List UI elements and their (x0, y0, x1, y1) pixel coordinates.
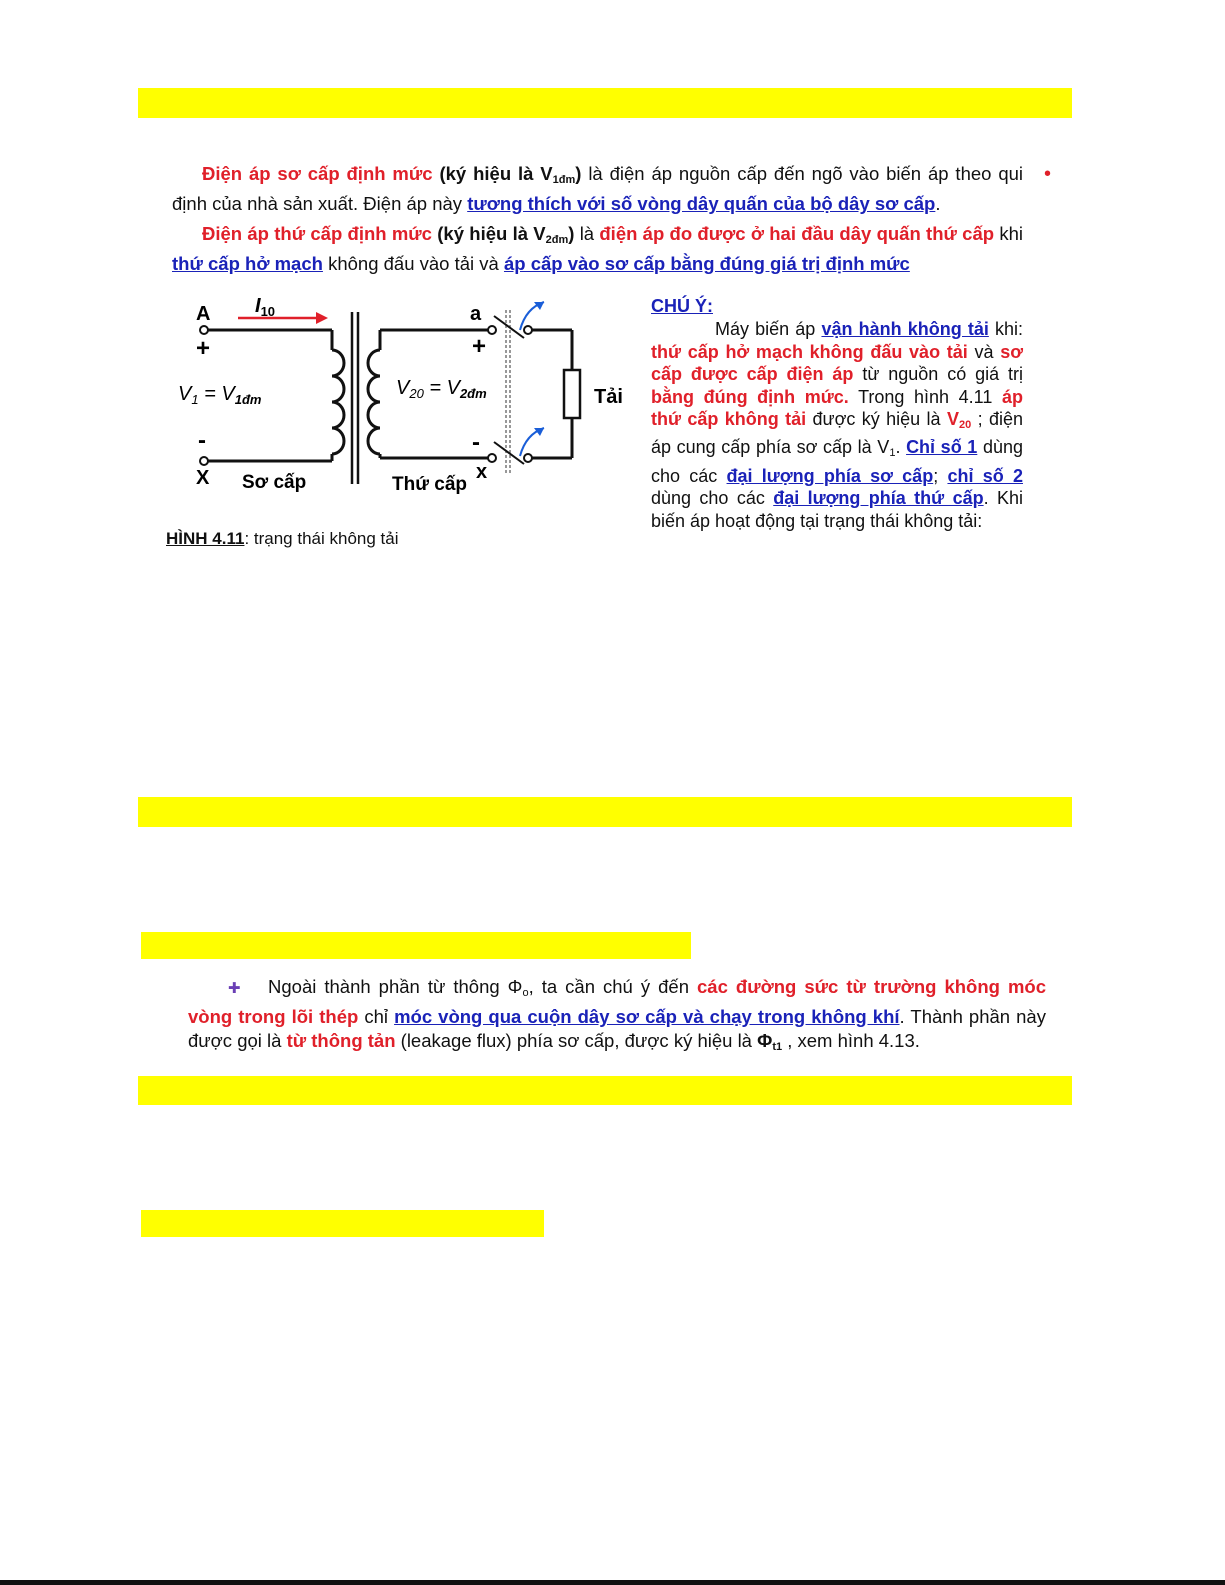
heading-highlight-5 (141, 1210, 544, 1237)
link-rated-supply[interactable]: áp cấp vào sơ cấp bằng đúng giá trị định mức (503, 253, 910, 274)
term-rated-secondary-voltage: Điện áp thứ cấp định mức (202, 223, 432, 244)
terminal-a: a (470, 303, 482, 325)
heading-highlight-3 (141, 932, 691, 959)
bullet-icon: ✚ (228, 980, 241, 997)
term-rated-primary-voltage: Điện áp sơ cấp định mức (202, 163, 433, 184)
secondary-label: Thứ cấp (392, 474, 467, 495)
svg-text:+: + (472, 333, 487, 360)
symbol-v1dm: (ký hiệu là $V_{1đm}$) (439, 163, 582, 186)
svg-text:I10: $I_{10}$ (255, 295, 276, 319)
load-label: Tải (594, 386, 623, 408)
page-bottom-border (0, 1580, 1225, 1585)
link-open-secondary[interactable]: thứ cấp hở mạch (172, 253, 323, 274)
svg-text:-: - (472, 429, 480, 456)
symbol-v2dm: (ký hiệu là $V_{2đm}$) (437, 223, 575, 246)
heading-highlight-2 (138, 797, 1072, 827)
paragraph-rated-secondary-voltage: Điện áp thứ cấp định mức (ký hiệu là $V_{2đm}$) là điện áp đo được ở hai đầu dây quấn thứ cấp khi thứ cấp hở mạch không đấu vào tải và áp cấp vào sơ cấp bằng đúng giá trị định mức (172, 223, 1023, 274)
figure-caption: HÌNH 4.11: trạng thái không tải (166, 529, 399, 548)
note-box: CHÚ Ý: Máy biến áp vận hành không tải khi: thứ cấp hở mạch không đấu vào tải và sơ cấp được cấp điện áp từ nguồn có giá trị bằng đúng định mức. Trong hình 4.11 áp thứ cấp không tải được ký hiệu là $V_{20}$ ; điện áp cung cấp phía sơ cấp là $V_1$. Chỉ số 1 dùng cho các đại lượng phía sơ cấp; chỉ số 2 dùng cho các đại lượng phía thứ cấp. Khi biến áp hoạt động tại trạng thái không tải: (651, 296, 1024, 531)
heading-highlight-4 (138, 1076, 1072, 1105)
link-primary-turns[interactable]: tương thích với số vòng dây quấn của bộ dây sơ cấp (467, 193, 936, 214)
note-title: CHÚ Ý: (651, 296, 713, 316)
svg-text:V1 = V1đm: $V_1 = V_{1đm}$ (178, 383, 262, 407)
paragraph-leakage-flux: ✚ Ngoài thành phần từ thông $\Phi_o$, ta cần chú ý đến các đường sức từ trường không móc vòng trong lõi thép chỉ móc vòng qua cuộn dây sơ cấp và chạy trong không khí. Thành phần này được gọi là từ thông tản (leakage flux) phía sơ cấp, được ký hiệu là $\Phi_{t1}$ , xem hình 4.13. (188, 976, 1046, 1053)
load-resistor (564, 370, 580, 418)
terminal-x: x (476, 461, 488, 483)
svg-text:+: + (196, 335, 211, 362)
heading-highlight-1 (138, 88, 1072, 118)
secondary-coil (368, 350, 380, 454)
red-dot-marker: • (1044, 163, 1052, 185)
svg-text:V20 = V2đm: $V_{20} = V_{2đm}$ (396, 377, 487, 401)
primary-label: Sơ cấp (242, 472, 307, 493)
terminal-A: A (196, 303, 211, 325)
svg-text:-: - (198, 427, 206, 454)
transformer-no-load-diagram (160, 290, 640, 510)
paragraph-rated-primary-voltage: Điện áp sơ cấp định mức (ký hiệu là $V_{1đm}$) là điện áp nguồn cấp đến ngõ vào biến áp theo qui định của nhà sản xuất. Điện áp này tương thích với số vòng dây quấn của bộ dây sơ cấp. (172, 163, 1024, 214)
terminal-X: X (196, 467, 210, 489)
primary-coil (332, 350, 344, 454)
